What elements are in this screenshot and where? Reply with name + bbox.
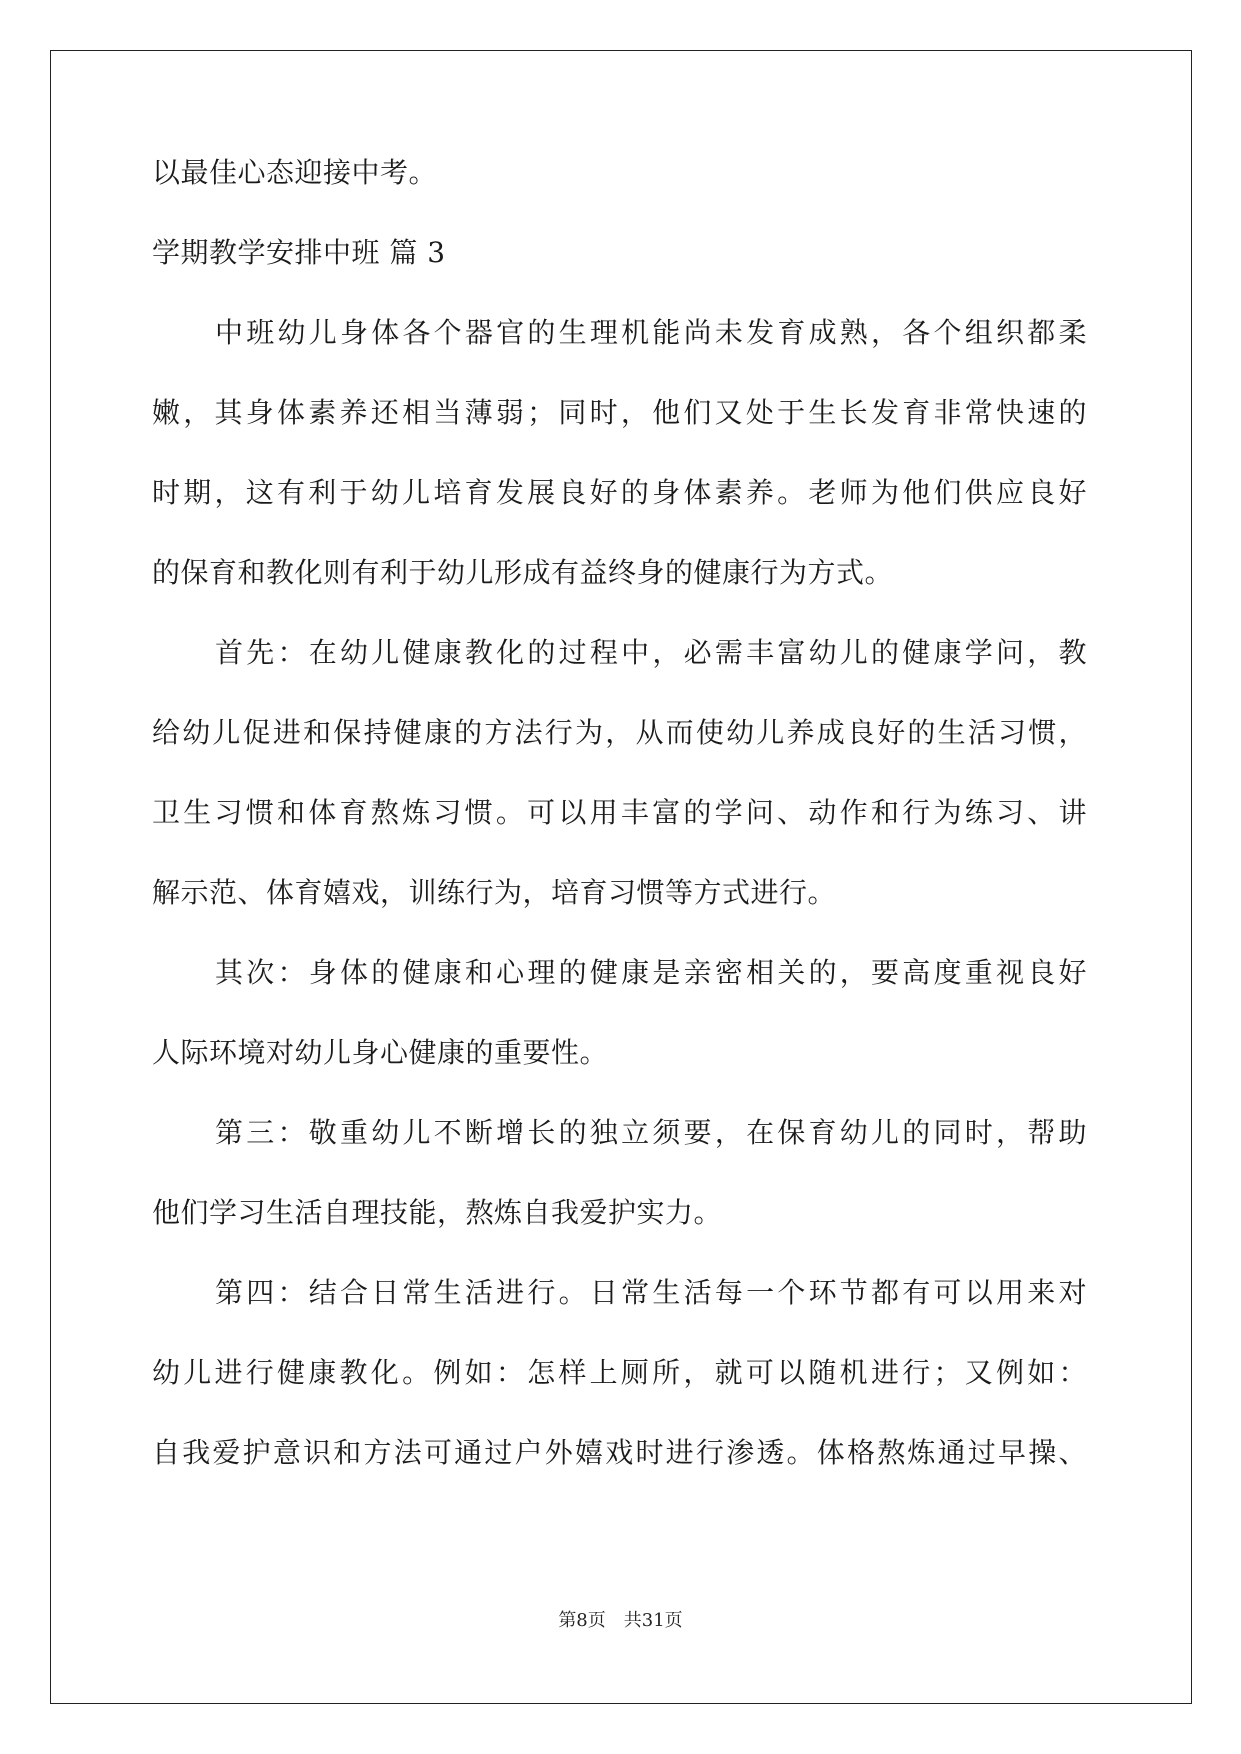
text-line: 首先：在幼儿健康教化的过程中，必需丰富幼儿的健康学问，教: [215, 636, 1087, 669]
text-line: 第四：结合日常生活进行。日常生活每一个环节都有可以用来对: [215, 1276, 1087, 1309]
text-line: 以最佳心态迎接中考。: [152, 156, 438, 189]
text-line: 卫生习惯和体育熬炼习惯。可以用丰富的学问、动作和行为练习、讲: [152, 796, 1087, 829]
text-line: 其次：身体的健康和心理的健康是亲密相关的，要高度重视良好: [215, 956, 1087, 989]
text-line: 给幼儿促进和保持健康的方法行为，从而使幼儿养成良好的生活习惯，: [152, 716, 1087, 749]
text-line: 嫩，其身体素养还相当薄弱；同时，他们又处于生长发育非常快速的: [152, 396, 1087, 429]
text-line: 第三：敬重幼儿不断增长的独立须要，在保育幼儿的同时，帮助: [215, 1116, 1087, 1149]
text-line: 中班幼儿身体各个器官的生理机能尚未发育成熟，各个组织都柔: [215, 316, 1087, 349]
text-line: 他们学习生活自理技能，熬炼自我爱护实力。: [152, 1196, 723, 1229]
page-number: 第8页: [558, 1610, 606, 1631]
document-body: [152, 133, 1087, 1493]
text-line: 人际环境对幼儿身心健康的重要性。: [152, 1036, 609, 1069]
section-heading: 学期教学安排中班 篇 3: [152, 236, 446, 269]
text-line: 自我爱护意识和方法可通过户外嬉戏时进行渗透。体格熬炼通过早操、: [152, 1436, 1087, 1469]
page-footer: [0, 1606, 1241, 1632]
text-line: 的保育和教化则有利于幼儿形成有益终身的健康行为方式。: [152, 556, 894, 589]
text-line: 时期，这有利于幼儿培育发展良好的身体素养。老师为他们供应良好: [152, 476, 1087, 509]
text-line: 幼儿进行健康教化。例如：怎样上厕所，就可以随机进行；又例如：: [152, 1356, 1087, 1389]
text-line: 解示范、体育嬉戏，训练行为，培育习惯等方式进行。: [152, 876, 837, 909]
page-total: 共31页: [623, 1610, 683, 1631]
